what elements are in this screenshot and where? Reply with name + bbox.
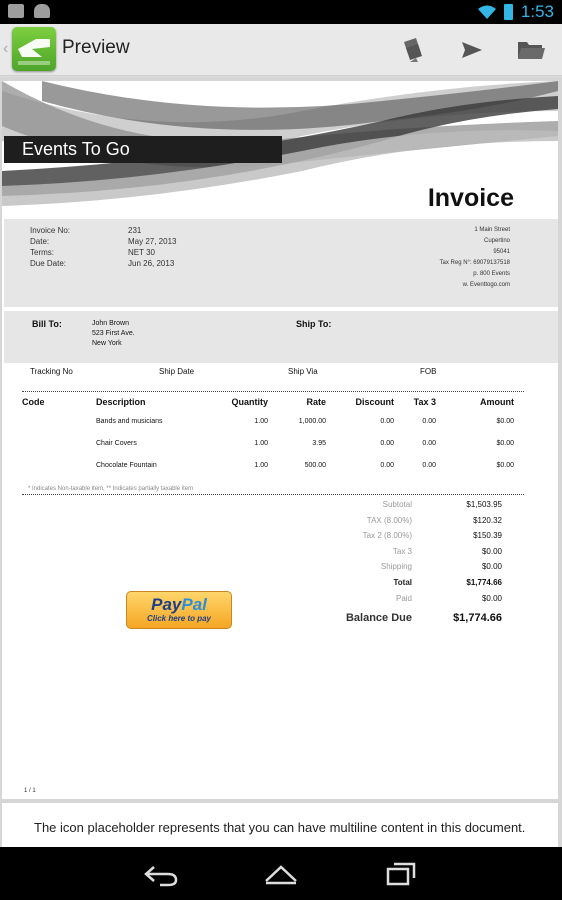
item-quantity: 1.00 [254,462,268,469]
total-label: Paid [395,593,412,603]
address-line: p. 800 Events [473,271,510,277]
send-document-icon[interactable] [398,36,426,64]
divider [22,494,524,495]
tax-row [302,516,504,532]
col-amount: Amount [480,397,514,407]
android-notification-icon [34,4,50,18]
total-value: $0.00 [481,546,502,556]
address-line: Tax Reg N°: 69079137518 [439,260,510,266]
battery-icon [504,4,513,20]
tax3-row [302,547,504,563]
total-value: $0.00 [481,593,502,603]
total-value: $1,774.66 [466,577,502,587]
total-value: $120.32 [473,515,502,525]
paypal-subtitle: Click here to pay [146,614,212,623]
tracking-no-label: Tracking No [30,367,73,376]
item-tax3: 0.00 [422,418,436,425]
balance-due-row [302,612,504,632]
item-rate: 1,000.00 [298,418,326,425]
recent-apps-icon[interactable] [384,861,418,887]
paypal-brand-pal: Pal [181,595,207,614]
document-viewer[interactable] [0,77,562,847]
info-label: Invoice No: [30,226,71,235]
wifi-icon [478,5,496,19]
total-row [302,578,504,594]
status-bar [0,0,562,24]
up-caret-icon[interactable]: ‹ [3,40,9,57]
taxable-footnote: * Indicates Non-taxable item, ** Indicates partially taxable item [28,486,194,492]
item-amount: $0.00 [496,418,514,425]
send-icon[interactable] [458,36,486,64]
paypal-pay-button[interactable] [126,591,232,629]
bill-ship-panel [4,311,558,363]
total-label: Tax 3 [392,546,412,556]
address-line: 1 Main Street [474,227,510,233]
page-number: 1 / 1 [24,788,36,794]
company-address [440,225,510,291]
item-discount: 0.00 [380,462,394,469]
paid-row [302,594,504,610]
info-label: Due Date: [30,259,67,268]
home-icon[interactable] [264,861,298,887]
invoice-page [2,81,558,799]
item-discount: 0.00 [380,418,394,425]
app-logo-icon[interactable] [12,27,56,71]
fob-label: FOB [420,367,437,376]
item-amount: $0.00 [496,462,514,469]
clock: 1:53 [520,2,554,21]
screen-title: Preview [62,37,130,58]
item-description: Chair Covers [96,440,137,447]
col-rate: Rate [306,397,326,407]
item-quantity: 1.00 [254,440,268,447]
item-description: Chocolate Fountain [96,462,157,469]
shipping-row [302,562,504,578]
col-tax3: Tax 3 [413,397,436,407]
total-value: $1,503.95 [466,500,502,509]
tax2-row [302,531,504,547]
next-page [2,803,558,847]
bill-to-line: New York [92,340,122,347]
action-bar [0,24,562,76]
folder-icon[interactable] [516,36,544,64]
invoice-title: Invoice [427,184,514,212]
bill-to-label: Bill To: [32,319,62,329]
item-quantity: 1.00 [254,418,268,425]
item-rate: 500.00 [304,462,326,469]
item-tax3: 0.00 [422,440,436,447]
address-line: Cupertino [483,238,510,244]
total-value: $0.00 [481,562,502,572]
col-code: Code [22,397,45,407]
total-label: TAX (8.00%) [366,515,412,525]
total-label: Subtotal [382,500,412,509]
total-label: Shipping [380,562,412,572]
item-tax3: 0.00 [422,462,436,469]
address-line: w. Eventtogo.com [462,282,510,288]
info-label: Date: [30,237,50,246]
address-line: 95041 [493,249,510,255]
bill-to-line: 523 First Ave. [92,330,135,337]
item-rate: 3.95 [312,440,326,447]
subtotal-row [302,500,504,516]
item-discount: 0.00 [380,440,394,447]
back-icon[interactable] [144,861,178,887]
total-label: Tax 2 (8.00%) [362,531,412,541]
invoice-terms: NET 30 [128,248,155,257]
item-description: Bands and musicians [96,418,163,425]
invoice-date: May 27, 2013 [128,237,177,246]
ship-date-label: Ship Date [159,367,195,376]
totals-panel [302,500,504,632]
company-name: Events To Go [4,136,282,163]
invoice-info-panel [4,219,558,307]
balance-due-value: $1,774.66 [453,612,502,625]
invoice-due-date: Jun 26, 2013 [128,259,175,268]
info-label: Terms: [30,248,54,257]
item-amount: $0.00 [496,440,514,447]
ship-to-label: Ship To: [296,319,332,329]
divider [22,391,524,392]
page2-text: The icon placeholder represents that you can have multiline content in this document. [34,820,526,835]
balance-due-label: Balance Due [345,612,412,625]
total-value: $150.39 [473,531,502,541]
invoice-number: 231 [128,226,142,235]
paypal-brand-pay: Pay [151,595,182,614]
col-quantity: Quantity [231,397,268,407]
bill-to-line: John Brown [92,320,129,327]
col-description: Description [96,397,146,407]
ship-via-label: Ship Via [288,367,318,376]
navigation-bar [0,847,562,900]
total-label: Total [393,577,412,587]
picture-notification-icon [8,4,24,18]
col-discount: Discount [355,397,394,407]
bill-to-address [92,319,135,349]
